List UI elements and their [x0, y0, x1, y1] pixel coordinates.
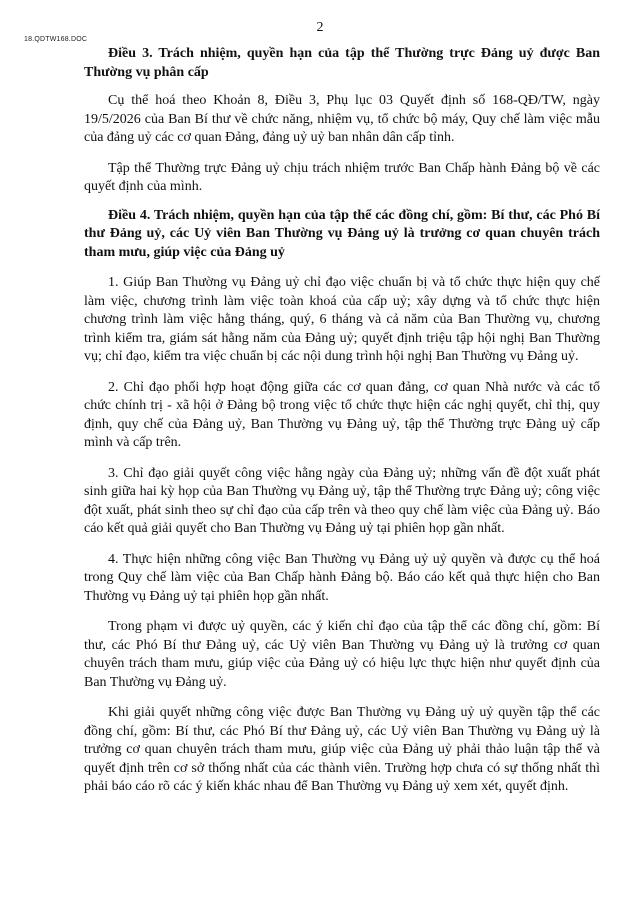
- article-4-item-2: 2. Chỉ đạo phối hợp hoạt động giữa các cơ quan đảng, cơ quan Nhà nước và các tổ chức chính trị - xã hội ở Đảng bộ trong việc tổ chức thực hiện các nghị quyết, chỉ thị, quy định, quy chế của Đảng uỷ, Ban Thường vụ Đảng uỷ, tập thể Thường trực Đảng uỷ cấp mình và cấp trên.: [84, 379, 600, 450]
- document-body: [84, 45, 600, 797]
- article-3-paragraph-2: Tập thể Thường trực Đảng uỷ chịu trách nhiệm trước Ban Chấp hành Đảng bộ về các quyết định của mình.: [84, 160, 600, 194]
- article-4-heading: Điều 4. Trách nhiệm, quyền hạn của tập thể các đồng chí, gồm: Bí thư, các Phó Bí thư Đảng uỷ, các Uỷ viên Ban Thường vụ Đảng uỷ là trưởng cơ quan chuyên trách tham mưu, giúp việc của Đảng uỷ: [84, 207, 600, 260]
- article-4-resolve-paragraph: Khi giải quyết những công việc được Ban Thường vụ Đảng uỷ uỷ quyền tập thể các đồng chí, gồm: Bí thư, các Phó Bí thư Đảng uỷ, các Uỷ viên Ban Thường vụ Đảng uỷ là trưởng cơ quan chuyên trách tham mưu, giúp việc của Đảng uỷ phải thảo luận tập thể và quyết định trên cơ sở thống nhất của các thành viên. Trường hợp chưa có sự thống nhất thì phải báo cáo rõ các ý kiến khác nhau để Ban Thường vụ Đảng uỷ xem xét, quyết định.: [84, 705, 600, 794]
- article-4-item-4: 4. Thực hiện những công việc Ban Thường vụ Đảng uỷ uỷ quyền và được cụ thể hoá trong Quy chế làm việc của Ban Chấp hành Đảng bộ. Báo cáo kết quả thực hiện cho Ban Thường vụ Đảng uỷ tại phiên họp gần nhất.: [84, 551, 600, 604]
- page-number: 2: [316, 20, 324, 35]
- article-4-scope-paragraph: Trong phạm vi được uỷ quyền, các ý kiến chỉ đạo của tập thể các đồng chí, gồm: Bí thư, các Phó Bí thư Đảng uỷ, các Uỷ viên Ban Thường vụ Đảng uỷ là trưởng cơ quan chuyên trách tham mưu, giúp việc của Đảng uỷ có hiệu lực thực hiện như quyết định của Ban Thường vụ Đảng uỷ.: [84, 619, 600, 690]
- article-3-paragraph-1: Cụ thể hoá theo Khoản 8, Điều 3, Phụ lục 03 Quyết định số 168-QĐ/TW, ngày 19/5/2026 của Ban Bí thư về chức năng, nhiệm vụ, tổ chức bộ máy, Quy chế làm việc mẫu của đảng uỷ các cơ quan Đảng, đảng uỷ uỷ ban nhân dân cấp tỉnh.: [84, 93, 600, 145]
- article-4-item-1: 1. Giúp Ban Thường vụ Đảng uỷ chỉ đạo việc chuẩn bị và tổ chức thực hiện quy chế làm việc, chương trình làm việc toàn khoá của cấp uỷ; xây dựng và tổ chức thực hiện chương trình làm việc hằng tháng, quý, 6 tháng và cả năm của Ban Thường vụ, chương trình kiểm tra, giám sát hằng năm của Đảng uỷ; quyết định triệu tập hội nghị Ban Thường vụ; chỉ đạo, kiểm tra việc chuẩn bị các nội dung trình hội nghị Ban Thường vụ Đảng uỷ.: [84, 275, 600, 364]
- file-code: 18.QDTW168.DOC: [24, 36, 88, 43]
- article-3-heading: Điều 3. Trách nhiệm, quyền hạn của tập thể Thường trực Đảng uỷ được Ban Thường vụ phân cấp: [84, 46, 600, 80]
- article-4-item-3: 3. Chỉ đạo giải quyết công việc hằng ngày của Đảng uỷ; những vấn đề đột xuất phát sinh giữa hai kỳ họp của Ban Thường vụ Đảng uỷ, tập thể Thường trực Đảng uỷ; công việc đột xuất, phát sinh theo sự chỉ đạo của cấp trên và theo quy chế làm việc của Đảng uỷ. Báo cáo kết quả giải quyết cho Ban Thường vụ Đảng uỷ tại phiên họp gần nhất.: [84, 465, 600, 536]
